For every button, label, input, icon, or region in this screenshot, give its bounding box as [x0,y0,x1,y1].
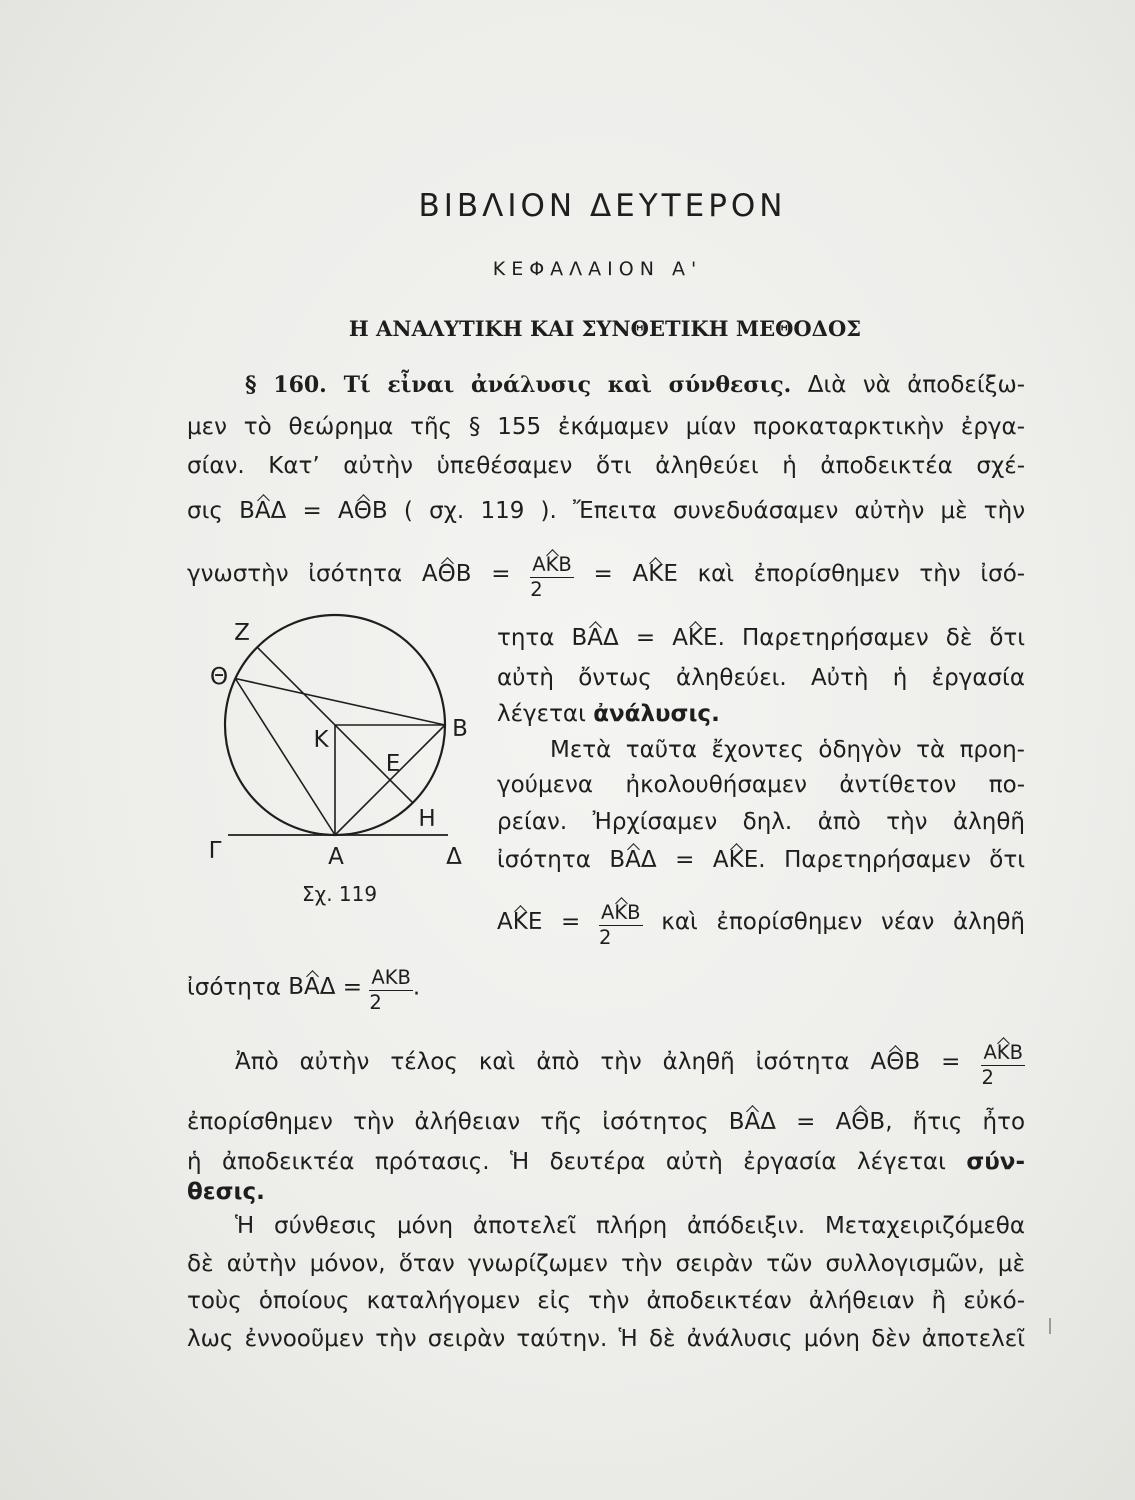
fraction-numerator [599,895,643,926]
equals-sign: = [491,560,511,587]
text-line-15 [235,1035,1025,1090]
equals-sign: = [593,560,613,587]
point-label-k: Κ [313,727,329,753]
equals-sign: = [796,1109,816,1135]
angle-ake: ΑΚΕ [497,908,543,935]
equals-sign: = [342,974,363,1001]
angle-akb: ΑΚΒ [601,901,641,924]
point-label-z: Ζ [234,620,250,646]
chord-theta-b [235,679,445,726]
text-line-7: αὐτὴ ὄντως ἀληθεύει. Αὐτὴ ἡ ἐργασία [497,665,1025,691]
figure-119 [190,600,490,880]
line-text: καὶ ἐπορίσθημεν νέαν ἀληθῆ [661,908,1025,935]
text-line-5 [187,547,1025,602]
fraction-numerator [530,547,574,578]
equals-sign: = [302,498,322,524]
line-text: ( σχ. 119 ). Ἔπειτα συνεδυάσαμεν αὐτὴν μὲ τὴν [403,498,1026,524]
chapter-title: ΚΕΦΑΛΑΙΟΝ Α' [492,258,703,280]
text-line-3: σίαν. Κατ’ αὐτὴν ὑπεθέσαμεν ὅτι ἀληθεύει ἡ ἀποδεικτέα σχέ- [187,453,1025,479]
line-text: Ἀπὸ αὐτὴν τέλος καὶ ἀπὸ τὴν ἀληθῆ ἰσότητα [235,1048,850,1075]
text-line-1 [245,370,1025,400]
angle-bad: ΒΑΔ [239,498,287,524]
point-label-a: Α [328,844,344,870]
book-title: ΒΙΒΛΙΟΝ ΔΕΥΤΕΡΟΝ [418,188,787,224]
line-text: , ἥτις ἦτο [885,1109,1026,1135]
text-line-19: Ἡ σύνθεσις μόνη ἀποτελεῖ πλήρη ἀπόδειξιν. Μεταχειριζόμεθα [235,1213,1025,1239]
angle-bad: ΒΑΔ [288,974,336,1001]
angle-bad: ΒΑΔ [571,625,619,651]
line-text: ἰσότητα [187,974,281,1001]
margin-mark [1049,1318,1051,1334]
term-synthesis: σύν- [966,1149,1026,1175]
section-heading: Η ΑΝΑΛΥΤΙΚΗ ΚΑΙ ΣΥΝΘΕΤΙΚΗ ΜΕΘΟΔΟΣ [348,316,862,341]
fraction-denominator: 2 [530,578,543,602]
fraction-akb-over-2 [369,961,413,1015]
text-line-10: γούμενα ἠκολουθήσαμεν ἀντίθετον πο- [497,772,1025,798]
text-line-12 [497,845,1025,875]
text-line-17 [187,1147,1025,1177]
angle-athb: ΑΘΒ [421,560,472,587]
point-label-theta: Θ [209,664,229,690]
text-line-16 [187,1107,1025,1137]
text-line-4 [187,496,1025,526]
line-text: γνωστὴν ἰσότητα [187,560,403,587]
text-line-22: λως ἐννοοῦμεν τὴν σειρὰν ταύτην. Ἡ δὲ ἀνάλυσις μόνη δὲν ἀποτελεῖ [187,1326,1025,1352]
line-text: . Παρετηρήσαμεν δὲ ὅτι [717,625,1026,651]
text-line-18: θεσις. [187,1179,265,1205]
angle-akb: ΑΚΒ [532,553,572,576]
angle-bad: ΒΑΔ [728,1109,776,1135]
fraction-denominator: 2 [981,1066,994,1090]
text-line-14 [187,961,1025,1015]
text-line-8 [497,699,1025,729]
angle-bad: ΒΑΔ [609,847,657,873]
point-label-b: Β [452,716,468,742]
angle-athb: ΑΘΒ [338,498,388,524]
point-label-e: Ε [385,751,401,777]
line-text: ἡ ἀποδεικτέα πρότασις. Ἡ δευτέρα αὐτὴ ἐργασία λέγεται [187,1149,946,1175]
line-text: ἐπορίσθημεν τὴν ἀλήθειαν τῆς ἰσότητος [187,1109,709,1135]
line-text: τητα [497,625,555,651]
equals-sign: = [635,625,656,651]
text-line-20: δὲ αὐτὴν μόνον, ὅταν γνωρίζωμεν τὴν σειρὰν τῶν συλλογισμῶν, μὲ [187,1251,1025,1277]
fraction-denominator: 2 [369,991,382,1015]
line-text: Διὰ νὰ ἀποδείξω- [807,372,1025,398]
line-text: σις [187,498,223,524]
point-label-gamma: Γ [208,838,222,864]
angle-ake: ΑΚΕ [632,560,678,587]
fraction-denominator: 2 [599,926,612,950]
angle-ake: ΑΚΕ [712,847,759,873]
fraction-akb-over-2 [599,895,643,950]
equals-sign: = [561,908,581,935]
figure-caption: Σχ. 119 [302,882,378,906]
term-analysis: ἀνάλυσις. [593,701,720,727]
line-text: λέγεται [497,701,586,727]
angle-athb: ΑΘΒ [835,1109,886,1135]
angle-athb: ΑΘΒ [870,1048,921,1075]
fraction-akb-over-2 [981,1035,1025,1090]
angle-akb: ΑΚΒ [983,1041,1024,1064]
line-text: ἰσότητα [497,847,591,873]
equals-sign: = [675,847,695,873]
text-line-9: Μετὰ ταῦτα ἔχοντες ὁδηγὸν τὰ προη- [550,737,1025,763]
fraction-numerator [981,1035,1025,1066]
chord-theta-a [235,679,335,836]
text-line-13 [497,895,1025,950]
point-label-h: Η [418,806,436,832]
line-text: καὶ ἐπορίσθημεν τὴν ἰσό- [697,560,1026,587]
text-line-21: τοὺς ὁποίους καταλήγομεν εἰς τὴν ἀποδεικτέαν ἀλήθειαν ἢ εὐκό- [187,1288,1025,1314]
fraction-akb-over-2 [530,547,574,602]
equals-sign: = [941,1048,961,1075]
line-text: . Παρετηρήσαμεν ὅτι [758,847,1026,873]
angle-ake: ΑΚΕ [672,625,718,651]
point-label-delta: Δ [446,844,462,870]
line-text: . [412,974,421,1001]
text-line-2: μεν τὸ θεώρημα τῆς § 155 ἐκάμαμεν μίαν προκαταρκτικὴν ἐργα- [187,414,1025,440]
text-line-11: ρείαν. Ἠρχίσαμεν δηλ. ἀπὸ τὴν ἀληθῆ [497,809,1025,835]
section-160-title: § 160. Τί εἶναι ἀνάλυσις καὶ σύνθεσις. [245,372,792,398]
text-line-6 [497,623,1025,653]
fraction-numerator: ΑΚΒ [369,961,413,991]
